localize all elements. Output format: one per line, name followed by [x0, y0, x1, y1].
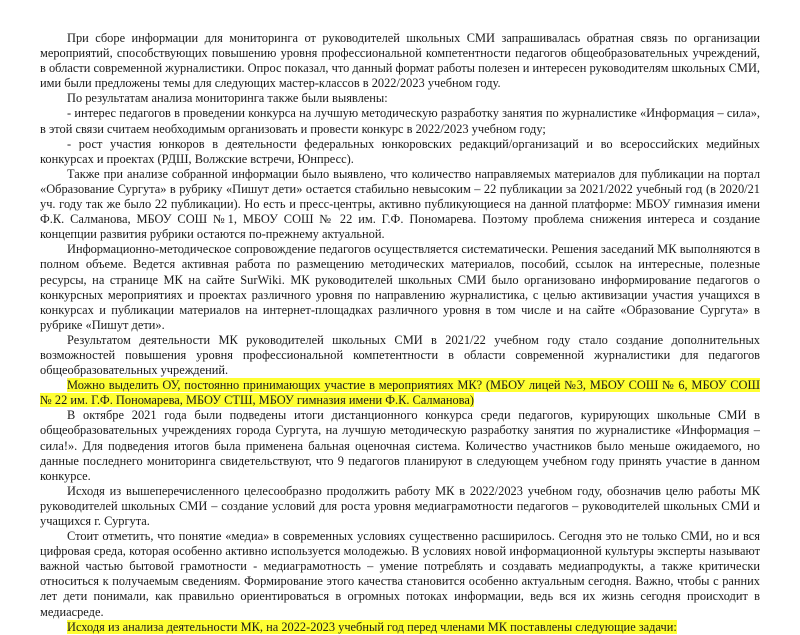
paragraph-continue-work [40, 484, 760, 529]
paragraph-text: - интерес педагогов в проведении конкурса на лучшую методическую разработку занятия по журналистике «Информация – сила», в этой связи считаем необходимым организовать и провести конкурс в 2022/2023 учебном году; [40, 106, 760, 136]
paragraph-feedback-survey [40, 31, 760, 91]
paragraph-text: При сборе информации для мониторинга от руководителей школьных СМИ запрашивалась обратная связь по организации мероприятий, способствующих повышению уровня профессиональной компетентности педагогов общеобразовательных учреждений, в области современной журналистики. Опрос показал, что данный формат работы полезен и интересен руководителям школьных СМИ, ими были предложены темы для следующих мастер-классов в 2022/2023 учебном году. [40, 31, 760, 91]
highlighted-text: Можно выделить ОУ, постоянно принимающих участие в мероприятиях МК? (МБОУ лицей №3, МБОУ СОШ № 6, МБОУ СОШ № 22 им. Г.Ф. Пономарева, МБОУ СТШ, МБОУ гимназия имени Ф.К. Салманова) [40, 378, 760, 408]
paragraph-text: Стоит отметить, что понятие «медиа» в современных условиях существенно расширилось. Сегодня это не только СМИ, но и вся цифровая среда, которая особенно активно используется молодежью. В условиях новой информационной культуры эксперты называют важной частью бытовой грамотности - медиаграмотность – умение потреблять и создавать медиапродукты, а также критически относиться к получаемым сведениям. Формирование этого качества становится особенно актуальным сегодня. Важно, чтобы с ранних лет дети понимали, как правильно ориентироваться в огромных потоках информации, ведь вся их жизнь сегодня происходит в медиасреде. [40, 529, 760, 619]
paragraph-publications-analysis [40, 167, 760, 242]
paragraph-contest-october [40, 408, 760, 483]
paragraph-text: Результатом деятельности МК руководителей школьных СМИ в 2021/22 учебном году стало создание дополнительных возможностей повышения уровня профессиональной компетентности в области современной журналистики для педагогов общеобразовательных учреждений. [40, 332, 760, 378]
paragraph-text: Также при анализе собранной информации было выявлено, что количество направляемых материалов для публикации на портал «Образование Сургута» в рубрику «Пишут дети» остается стабильно невысоким – 22 публикации за 2021/2022 учебный год (в 2020/21 уч. году так же было 22 публикации). Но есть и пресс-центры, активно публикующиеся на данной платформе: МБОУ гимназия имени Ф.К. Салманова, МБОУ СОШ №1, МБОУ СОШ № 22 им. Г.Ф. Пономарева. Поэтому проблема снижения интереса и создание концепции развития рубрики остаются по-прежнему актуальной. [40, 166, 760, 242]
paragraph-text: В октябре 2021 года были подведены итоги дистанционного конкурса среди педагогов, курирующих школьные СМИ в общеобразовательных учреждениях города Сургута, на лучшую методическую разработку занятия по журналистике «Информация – сила!». Для подведения итогов была применена бальная оценочная система. Количество участников было меньше ожидаемого, но данные последнего мониторинга свидетельствуют, что 9 педагогов планируют в следующем учебном году принять участие в данном конкурсе. [40, 408, 760, 483]
paragraph-text: Исходя из вышеперечисленного целесообразно продолжить работу МК в 2022/2023 учебном году, обозначив целю работы МК руководителей школьных СМИ – создание условий для роста уровня медиаграмотности педагогов – руководителей школьных СМИ и учащихся г. Сургута. [40, 483, 760, 528]
paragraph-list-item-contest-interest [40, 106, 760, 136]
paragraph-text: Информационно-методическое сопровождение педагогов осуществляется систематически. Решения заседаний МК выполняются в полном объеме. Ведется активная работа по размещению методических материалов, пособий, ссылок на интересные, полезные ресурсы, на странице МК на сайте SurWiki. МК руководителей школьных СМИ было организовано информирование педагогов о конкурсных мероприятиях и проектах различного уровня по направлению журналистика, с целью активизации участия учащихся в конкурсах и публикации материалов на интернет-площадках различного уровня в том числе и на сайте «Образование Сургута» в рубрике «Пишут дети». [40, 242, 760, 332]
paragraph-list-item-junior-reporters [40, 137, 760, 167]
paragraph-highlighted-tasks [40, 620, 760, 635]
paragraph-text: - рост участия юнкоров в деятельности федеральных юнкоровских редакций/организаций и во всероссийских медийных конкурсах и проектах (РДШ, Волжские встречи, Юнпресс). [40, 136, 760, 166]
paragraph-results [40, 333, 760, 378]
paragraph-highlighted-schools [40, 378, 760, 408]
document-page [40, 31, 760, 635]
paragraph-media-concept [40, 529, 760, 620]
paragraph-monitoring-results-intro [40, 91, 760, 106]
paragraph-methodical-support [40, 242, 760, 333]
paragraph-text: По результатам анализа мониторинга также были выявлены: [67, 91, 388, 106]
highlighted-text: Исходя из анализа деятельности МК, на 2022-2023 учебный год перед членами МК поставлены следующие задачи: [67, 619, 677, 634]
